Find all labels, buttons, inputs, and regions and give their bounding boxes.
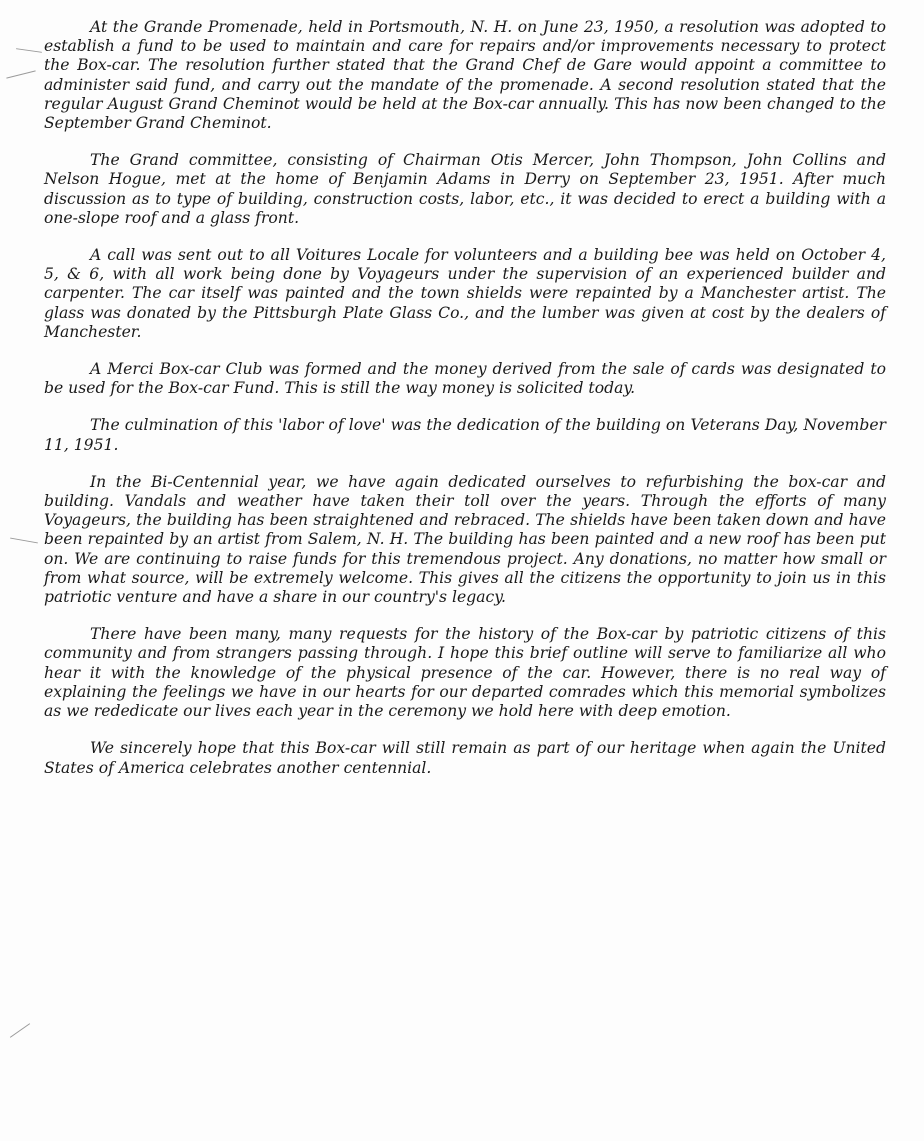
paragraph-building-bee: A call was sent out to all Voitures Locale for volunteers and a building bee was held on October 4, 5, & 6, with all work being done by Voyageurs under the supervision of an experienced builder and carpenter. The car itself was painted and the town shields were repainted by a Manchester artist. The glass was donated by the Pittsburgh Plate Glass Co., and the lumber was given at cost by the dealers of Manchester. <box>44 246 886 341</box>
scan-mark <box>16 48 42 53</box>
paragraph-merci-club: A Merci Box-car Club was formed and the money derived from the sale of cards was designated to be used for the Box-car Fund. This is still the way money is solicited today. <box>44 360 886 398</box>
paragraph-dedication: The culmination of this 'labor of love' was the dedication of the building on Veterans Day, November 11, 1951. <box>44 416 886 454</box>
typed-letter-body <box>44 18 886 796</box>
scan-mark <box>10 538 38 544</box>
scan-mark <box>6 70 35 78</box>
paragraph-history-requests: There have been many, many requests for the history of the Box-car by patriotic citizens of this community and from strangers passing through. I hope this brief outline will serve to familiarize all who hear it with the knowledge of the physical presence of the car. However, there is no real way of explaining the feelings we have in our hearts for our departed comrades which this memorial symbolizes as we rededicate our lives each year in the ceremony we hold here with deep emotion. <box>44 625 886 721</box>
scan-mark <box>10 1023 30 1038</box>
paragraph-grand-committee: The Grand committee, consisting of Chairman Otis Mercer, John Thompson, John Collins and Nelson Hogue, met at the home of Benjamin Adams in Derry on September 23, 1951. After much discussion as to type of building, construction costs, labor, etc., it was decided to erect a building with a one-slope roof and a glass front. <box>44 151 886 227</box>
paragraph-closing: We sincerely hope that this Box-car will still remain as part of our heritage when again the United States of America celebrates another centennial. <box>44 739 886 777</box>
paragraph-grande-promenade: At the Grande Promenade, held in Portsmouth, N. H. on June 23, 1950, a resolution was adopted to establish a fund to be used to maintain and care for repairs and/or improvements necessary to protect the Box-car. The resolution further stated that the Grand Chef de Gare would appoint a committee to administer said fund, and carry out the mandate of the promenade. A second resolution stated that the regular August Grand Cheminot would be held at the Box-car annually. This has now been changed to the September Grand Cheminot. <box>44 18 886 133</box>
paragraph-bicentennial: In the Bi-Centennial year, we have again dedicated ourselves to refurbishing the box-car and building. Vandals and weather have taken their toll over the years. Through the efforts of many Voyageurs, the building has been straightened and rebraced. The shields have been taken down and have been repainted by an artist from Salem, N. H. The building has been painted and a new roof has been put on. We are continuing to raise funds for this tremendous project. Any donations, no matter how small or from what source, will be extremely welcome. This gives all the citizens the opportunity to join us in this patriotic venture and have a share in our country's legacy. <box>44 472 886 607</box>
